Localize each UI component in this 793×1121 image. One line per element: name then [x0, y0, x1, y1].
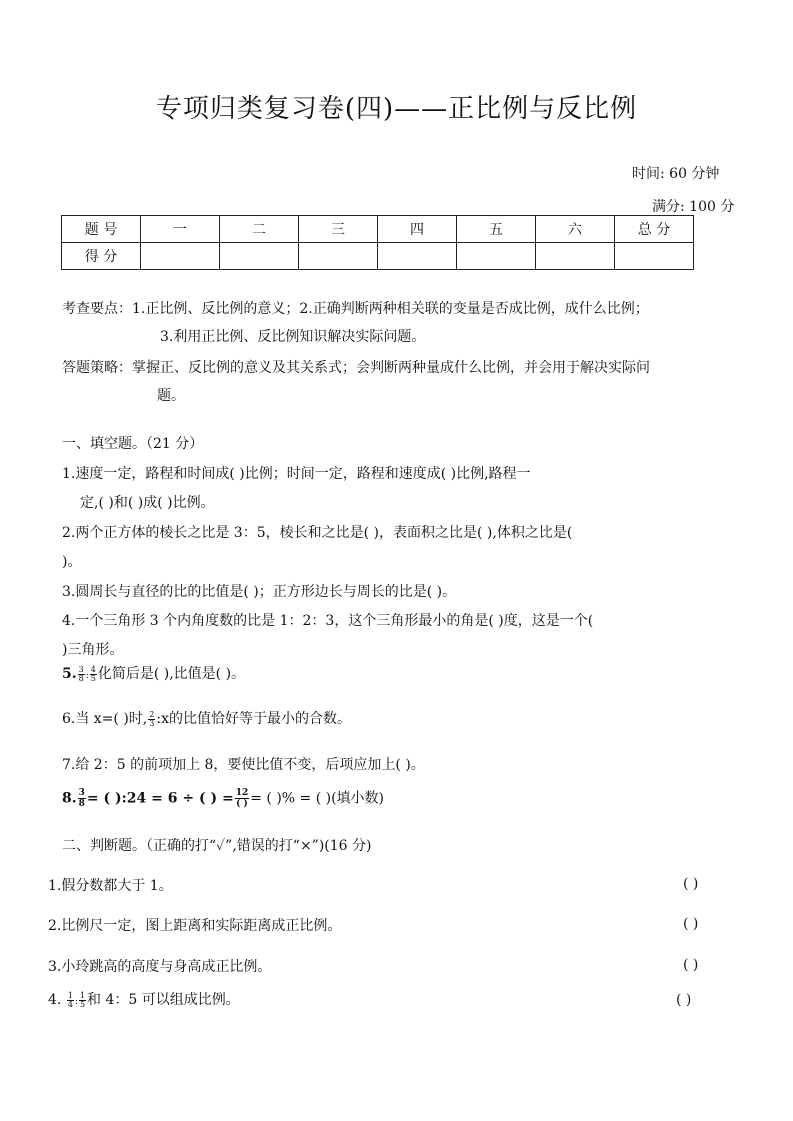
score-table-header-cell: 四 [378, 216, 457, 243]
fraction-denominator: 4 [67, 999, 73, 1009]
question-1-line2: 定,( )和( )成( )比例。 [80, 495, 215, 511]
score-table-header-row [62, 216, 694, 243]
exam-points-line1: 考查要点：1.正比例、反比例的意义；2.正确判断两种相关联的变量是否成比例，成什么比例； [62, 301, 649, 317]
strategy-line2: 题。 [157, 388, 185, 404]
fraction-denominator: 8 [78, 799, 85, 809]
fraction [79, 992, 86, 1009]
section2-heading: 二、判断题。（正确的打“✓”,错误的打“×”)(16 分) [62, 838, 372, 854]
score-table-header-cell: 六 [536, 216, 615, 243]
score-table-header-cell: 题 号 [62, 216, 141, 243]
score-table-header-cell: 三 [299, 216, 378, 243]
fraction [235, 788, 250, 809]
page-title: 专项归类复习卷(四)——正比例与反比例 [155, 94, 638, 124]
fraction-numerator: 1 [79, 990, 86, 1000]
score-input-cell[interactable] [141, 243, 220, 270]
score-input-cell[interactable] [457, 243, 536, 270]
strategy-line1: 答题策略：掌握正、反比例的意义及其关系式；会判断两种量成什么比例，并会用于解决实际问 [62, 360, 650, 376]
question-6-suffix: :x的比值恰好等于最小的合数。 [156, 711, 351, 727]
question-5-text: 化简后是( ),比值是( )。 [97, 666, 246, 682]
question-4-line1: 4.一个三角形 3 个内角度数的比是 1：2：3，这个三角形最小的角是( )度，这是一个( [62, 613, 594, 629]
answer-paren[interactable]: ( ) [683, 876, 699, 892]
judge-question-4: 4. $\frac{1}{4}$ : $\frac{1}{5}$ 和 4：5 可以组成比例。 [48, 990, 240, 1009]
question-7: 7.给 2：5 的前项加上 8，要使比值不变，后项应加上( )。 [62, 757, 425, 773]
fraction [90, 666, 97, 683]
question-8 [62, 788, 384, 809]
fraction-denominator: 3 [149, 718, 155, 728]
question-1-line1: 1.速度一定，路程和时间成( )比例；时间一定，路程和速度成( )比例,路程一 [62, 466, 531, 482]
score-table-score-row [62, 243, 694, 270]
judge-question-4-text: 和 4：5 可以组成比例。 [87, 992, 240, 1008]
score-input-cell[interactable] [536, 243, 615, 270]
question-8-middle: = ( ):24 = 6 ÷ ( ) = [86, 790, 234, 807]
fraction [148, 711, 155, 728]
answer-paren[interactable]: ( ) [676, 992, 692, 1008]
judge-question-4-number: 4. [48, 992, 62, 1008]
full-score: 满分: 100 分 [652, 199, 735, 215]
score-table-header-cell: 一 [141, 216, 220, 243]
question-5: 5. $\frac{3}{8}$ : $\frac{4}{5}$ 化简后是( ),比值是( )。 [62, 664, 246, 683]
fraction [67, 992, 74, 1009]
question-6-prefix: 6.当 x=( )时, [62, 711, 148, 727]
judge-question-2: 2.比例尺一定，图上距离和实际距离成正比例。 [48, 918, 342, 934]
answer-paren[interactable]: ( ) [683, 957, 699, 973]
fraction-denominator: ( ) [236, 799, 248, 809]
fraction [78, 666, 85, 683]
judge-question-3: 3.小玲跳高的高度与身高成正比例。 [48, 959, 272, 975]
question-8-number: 8. [62, 790, 77, 807]
score-input-cell[interactable] [615, 243, 694, 270]
fraction-numerator: 1 [67, 990, 73, 1000]
answer-paren[interactable]: ( ) [683, 916, 699, 932]
question-3: 3.圆周长与直径的比的比值是( )；正方形边长与周长的比是( )。 [62, 584, 457, 600]
fraction [78, 788, 86, 809]
fraction-numerator: 3 [78, 788, 85, 798]
exam-points-line2: 3.利用正比例、反比例知识解决实际问题。 [160, 329, 426, 345]
question-2-line1: 2.两个正方体的棱长之比是 3：5，棱长和之比是( )，表面积之比是( ),体积之比是( [62, 525, 573, 541]
fraction-numerator: 12 [235, 788, 249, 798]
score-table-header-cell: 五 [457, 216, 536, 243]
time-limit: 时间: 60 分钟 [632, 166, 720, 182]
score-input-cell[interactable] [220, 243, 299, 270]
question-4-line2: )三角形。 [62, 642, 124, 658]
score-input-cell[interactable] [378, 243, 457, 270]
question-6 [62, 709, 351, 729]
fraction-numerator: 3 [78, 664, 84, 674]
fraction-denominator: 5 [90, 673, 96, 683]
score-table-header-cell: 总 分 [615, 216, 694, 243]
score-table-header-cell: 二 [220, 216, 299, 243]
question-8-end: = ( )% = ( )(填小数) [250, 790, 385, 807]
score-input-cell[interactable] [299, 243, 378, 270]
fraction-numerator: 2 [149, 709, 155, 719]
fraction-numerator: 4 [90, 664, 96, 674]
question-2-line2: )。 [62, 554, 82, 570]
fraction-denominator: 5 [79, 999, 86, 1009]
score-table-row-label: 得 分 [62, 243, 141, 270]
judge-question-1: 1.假分数都大于 1。 [48, 878, 173, 894]
fraction-denominator: 8 [78, 673, 84, 683]
score-table [61, 215, 694, 270]
section1-heading: 一、填空题。（21 分） [62, 436, 204, 452]
question-5-number: 5. [62, 666, 77, 682]
